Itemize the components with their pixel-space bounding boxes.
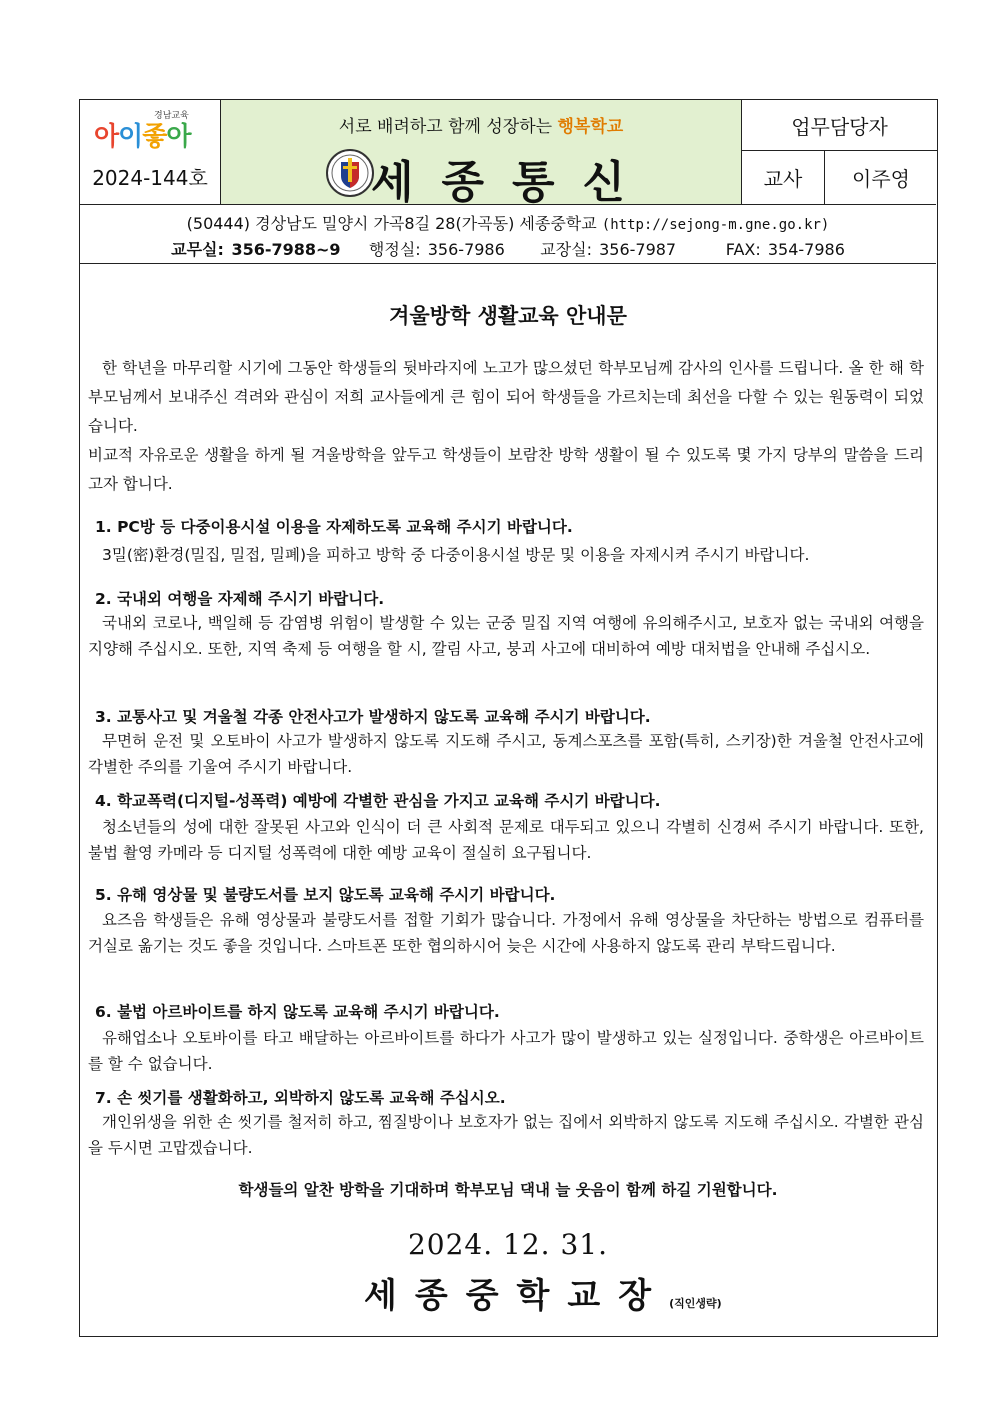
principal-signature: 세종중학교장(직인생략)	[364, 1276, 722, 1316]
item-6-heading: 6. 불법 아르바이트를 하지 않도록 교육해 주시기 바랍니다.	[95, 1003, 500, 1021]
item-4-heading: 4. 학교폭력(디지털-성폭력) 예방에 각별한 관심을 가지고 교육해 주시기 바랍니다.	[95, 792, 661, 810]
office-phone: 교무실: 356-7988~9	[171, 240, 341, 259]
item-7-heading: 7. 손 씻기를 생활화하고, 외박하지 않도록 교육해 주십시오.	[95, 1089, 506, 1107]
item-3-body: 무면허 운전 및 오토바이 사고가 발생하지 않도록 지도해 주시고, 동계스포츠를 포함(특히, 스키장)한 겨울철 안전사고에 각별한 주의를 기울여 주시기 바랍니다.	[88, 732, 924, 776]
logo-cell	[80, 100, 221, 204]
newsletter-title: 세종통신	[371, 157, 654, 208]
school-emblem-icon	[325, 148, 375, 198]
school-motto: 서로 배려하고 함께 성장하는 행복학교	[338, 117, 624, 137]
item-5-body: 요즈음 학생들은 유해 영상물과 불량도서를 접할 기회가 많습니다. 가정에서 유해 영상물을 차단하는 방법으로 컴퓨터를 거실로 옮기는 것도 좋을 것입니다. 스마트폰 또한 협의하시어 늦은 시간에 사용하지 않도록 관리 부탁드립니다.	[88, 911, 924, 955]
item-2-body: 국내외 코로나, 백일해 등 감염병 위험이 발생할 수 있는 군중 밀집 지역 여행에 유의해주시고, 보호자 없는 국내외 여행을 지양해 주십시오. 또한, 지역 축제 등 여행을 할 시, 깔림 사고, 붕괴 사고에 대비하여 예방 대처법을 안내해 주십시오.	[88, 614, 924, 658]
school-address: (50444) 경상남도 밀양시 가곡8길 28(가곡동) 세종중학교 (http://sejong-m.gne.go.kr)	[186, 214, 830, 233]
item-5-heading: 5. 유해 영상물 및 불량도서를 보지 않도록 교육해 주시기 바랍니다.	[95, 886, 556, 904]
newsletter-header	[80, 100, 936, 208]
address-block	[80, 205, 936, 264]
motto-highlight: 행복학교	[557, 117, 624, 137]
school-url: (http://sejong-m.gne.go.kr)	[601, 217, 830, 233]
item-1-heading: 1. PC방 등 다중이용시설 이용을 자제하도록 교육해 주시기 바랍니다.	[95, 518, 573, 536]
newsletter-frame	[79, 99, 938, 1337]
intro-paragraph-2: 비교적 자유로운 생활을 하게 될 겨울방학을 앞두고 학생들이 보람찬 방학 생활이 될 수 있도록 몇 가지 당부의 말씀을 드리고자 합니다.	[88, 446, 924, 493]
staff-name: 이주영	[852, 167, 910, 191]
item-6-body: 유해업소나 오토바이를 타고 배달하는 아르바이트를 하다가 사고가 많이 발생하고 있는 실정입니다. 중학생은 아르바이트를 할 수 없습니다.	[88, 1029, 924, 1073]
intro-paragraph-1: 한 학년을 마무리할 시기에 그동안 학생들의 뒷바라지에 노고가 많으셨던 학부모님께 감사의 인사를 드립니다. 올 한 해 학부모님께서 보내주신 격려와 관심이 저희 교사들에게 큰 힘이 되어 학생들을 가르치는데 최선을 다할 수 있는 원동력이 되었습니다.	[88, 359, 924, 435]
item-1-body: 3밀(密)환경(밀집, 밀접, 밀폐)을 피하고 방학 중 다중이용시설 방문 및 이용을 자제시켜 주시기 바랍니다.	[102, 546, 810, 564]
staff-cell	[742, 100, 937, 204]
document-title: 겨울방학 생활교육 안내문	[389, 304, 627, 328]
edu-office-label: 경남교육	[154, 111, 189, 121]
item-4-body: 청소년들의 성에 대한 잘못된 사고와 인식이 더 큰 사회적 문제로 대두되고 있으니 각별히 신경써 주시기 바랍니다. 또한, 불법 촬영 카메라 등 디지털 성폭력에 대한 예방 교육이 절실히 요구됩니다.	[88, 818, 924, 862]
principal-phone: 교장실: 356-7987	[540, 240, 677, 259]
issue-number: 2024-144호	[92, 166, 208, 190]
closing-message: 학생들의 알찬 방학을 기대하며 학부모님 댁내 늘 웃음이 함께 하길 기원합니다.	[238, 1181, 778, 1199]
seal-omitted-note: (직인생략)	[669, 1297, 722, 1310]
document-date: 2024. 12. 31.	[407, 1228, 609, 1261]
brand-logo: 아이좋아	[94, 122, 191, 152]
contact-numbers	[80, 237, 936, 260]
title-cell	[221, 100, 742, 208]
staff-role: 교사	[742, 151, 825, 204]
fax-number: FAX: 354-7986	[725, 240, 845, 259]
item-2-heading: 2. 국내외 여행을 자제해 주시기 바랍니다.	[95, 590, 385, 608]
staff-label: 업무담당자	[742, 100, 937, 151]
item-7-body: 개인위생을 위한 손 씻기를 철저히 하고, 찜질방이나 보호자가 없는 집에서 외박하지 않도록 지도해 주십시오. 각별한 관심을 두시면 고맙겠습니다.	[88, 1113, 924, 1157]
admin-phone: 행정실: 356-7986	[368, 240, 505, 259]
item-3-heading: 3. 교통사고 및 겨울철 각종 안전사고가 발생하지 않도록 교육해 주시기 바랍니다.	[95, 708, 651, 726]
